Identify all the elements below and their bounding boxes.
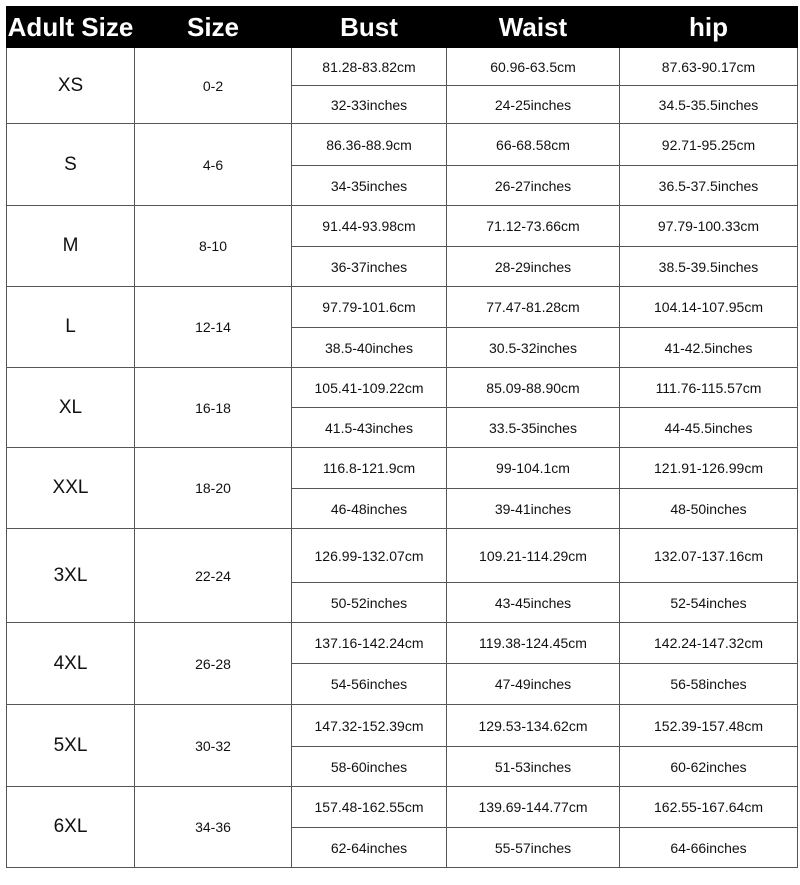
table-row: [7, 705, 798, 747]
bust-cm-cell: 97.79-101.6cm: [292, 287, 447, 328]
table-row: [7, 124, 798, 166]
hip-cm-cell: 87.63-90.17cm: [620, 48, 798, 86]
adult-size-cell: 5XL: [7, 705, 135, 787]
hip-cm-cell: 104.14-107.95cm: [620, 287, 798, 328]
waist-inches-cell: 43-45inches: [447, 583, 620, 623]
waist-cm-cell: 109.21-114.29cm: [447, 529, 620, 583]
table-row: [7, 206, 798, 247]
waist-cm-cell: 129.53-134.62cm: [447, 705, 620, 747]
waist-cm-cell: 99-104.1cm: [447, 448, 620, 489]
bust-cm-cell: 137.16-142.24cm: [292, 623, 447, 664]
hip-inches-cell: 41-42.5inches: [620, 328, 798, 368]
adult-size-cell: XXL: [7, 448, 135, 529]
hip-cm-cell: 97.79-100.33cm: [620, 206, 798, 247]
numeric-size-cell: 26-28: [135, 623, 292, 705]
waist-inches-cell: 33.5-35inches: [447, 408, 620, 448]
waist-cm-cell: 77.47-81.28cm: [447, 287, 620, 328]
table-row: [7, 287, 798, 328]
hip-cm-cell: 142.24-147.32cm: [620, 623, 798, 664]
header-row: [7, 7, 798, 48]
bust-cm-cell: 157.48-162.55cm: [292, 787, 447, 828]
header-hip: hip: [620, 7, 798, 48]
hip-inches-cell: 44-45.5inches: [620, 408, 798, 448]
header-adult-size: Adult Size: [7, 7, 135, 48]
hip-cm-cell: 152.39-157.48cm: [620, 705, 798, 747]
hip-inches-cell: 38.5-39.5inches: [620, 247, 798, 287]
header-waist: Waist: [447, 7, 620, 48]
table-row: [7, 529, 798, 583]
waist-cm-cell: 85.09-88.90cm: [447, 368, 620, 408]
numeric-size-cell: 4-6: [135, 124, 292, 206]
hip-cm-cell: 92.71-95.25cm: [620, 124, 798, 166]
size-chart-table: [6, 6, 798, 868]
hip-cm-cell: 121.91-126.99cm: [620, 448, 798, 489]
bust-cm-cell: 105.41-109.22cm: [292, 368, 447, 408]
waist-inches-cell: 39-41inches: [447, 489, 620, 529]
bust-inches-cell: 36-37inches: [292, 247, 447, 287]
hip-inches-cell: 56-58inches: [620, 664, 798, 705]
header-bust: Bust: [292, 7, 447, 48]
hip-inches-cell: 36.5-37.5inches: [620, 166, 798, 206]
waist-inches-cell: 30.5-32inches: [447, 328, 620, 368]
bust-cm-cell: 81.28-83.82cm: [292, 48, 447, 86]
adult-size-cell: 6XL: [7, 787, 135, 868]
numeric-size-cell: 8-10: [135, 206, 292, 287]
waist-inches-cell: 47-49inches: [447, 664, 620, 705]
hip-cm-cell: 132.07-137.16cm: [620, 529, 798, 583]
adult-size-cell: XS: [7, 48, 135, 124]
size-chart-body: [7, 48, 798, 868]
waist-cm-cell: 71.12-73.66cm: [447, 206, 620, 247]
numeric-size-cell: 30-32: [135, 705, 292, 787]
bust-inches-cell: 46-48inches: [292, 489, 447, 529]
waist-cm-cell: 60.96-63.5cm: [447, 48, 620, 86]
hip-inches-cell: 64-66inches: [620, 828, 798, 868]
bust-inches-cell: 32-33inches: [292, 86, 447, 124]
bust-inches-cell: 34-35inches: [292, 166, 447, 206]
hip-inches-cell: 34.5-35.5inches: [620, 86, 798, 124]
table-row: [7, 48, 798, 86]
bust-inches-cell: 38.5-40inches: [292, 328, 447, 368]
adult-size-cell: S: [7, 124, 135, 206]
numeric-size-cell: 22-24: [135, 529, 292, 623]
waist-inches-cell: 24-25inches: [447, 86, 620, 124]
bust-cm-cell: 86.36-88.9cm: [292, 124, 447, 166]
numeric-size-cell: 0-2: [135, 48, 292, 124]
table-row: [7, 787, 798, 828]
waist-cm-cell: 66-68.58cm: [447, 124, 620, 166]
adult-size-cell: XL: [7, 368, 135, 448]
waist-inches-cell: 28-29inches: [447, 247, 620, 287]
table-row: [7, 623, 798, 664]
bust-cm-cell: 91.44-93.98cm: [292, 206, 447, 247]
bust-inches-cell: 58-60inches: [292, 747, 447, 787]
waist-cm-cell: 139.69-144.77cm: [447, 787, 620, 828]
bust-inches-cell: 41.5-43inches: [292, 408, 447, 448]
bust-inches-cell: 50-52inches: [292, 583, 447, 623]
hip-inches-cell: 48-50inches: [620, 489, 798, 529]
waist-inches-cell: 51-53inches: [447, 747, 620, 787]
numeric-size-cell: 12-14: [135, 287, 292, 368]
adult-size-cell: L: [7, 287, 135, 368]
table-row: [7, 368, 798, 408]
adult-size-cell: 3XL: [7, 529, 135, 623]
bust-inches-cell: 62-64inches: [292, 828, 447, 868]
hip-inches-cell: 52-54inches: [620, 583, 798, 623]
bust-cm-cell: 116.8-121.9cm: [292, 448, 447, 489]
hip-inches-cell: 60-62inches: [620, 747, 798, 787]
header-size: Size: [135, 7, 292, 48]
numeric-size-cell: 34-36: [135, 787, 292, 868]
waist-inches-cell: 26-27inches: [447, 166, 620, 206]
bust-cm-cell: 126.99-132.07cm: [292, 529, 447, 583]
table-row: [7, 448, 798, 489]
numeric-size-cell: 16-18: [135, 368, 292, 448]
numeric-size-cell: 18-20: [135, 448, 292, 529]
bust-cm-cell: 147.32-152.39cm: [292, 705, 447, 747]
adult-size-cell: 4XL: [7, 623, 135, 705]
adult-size-cell: M: [7, 206, 135, 287]
hip-cm-cell: 162.55-167.64cm: [620, 787, 798, 828]
hip-cm-cell: 111.76-115.57cm: [620, 368, 798, 408]
waist-cm-cell: 119.38-124.45cm: [447, 623, 620, 664]
bust-inches-cell: 54-56inches: [292, 664, 447, 705]
waist-inches-cell: 55-57inches: [447, 828, 620, 868]
